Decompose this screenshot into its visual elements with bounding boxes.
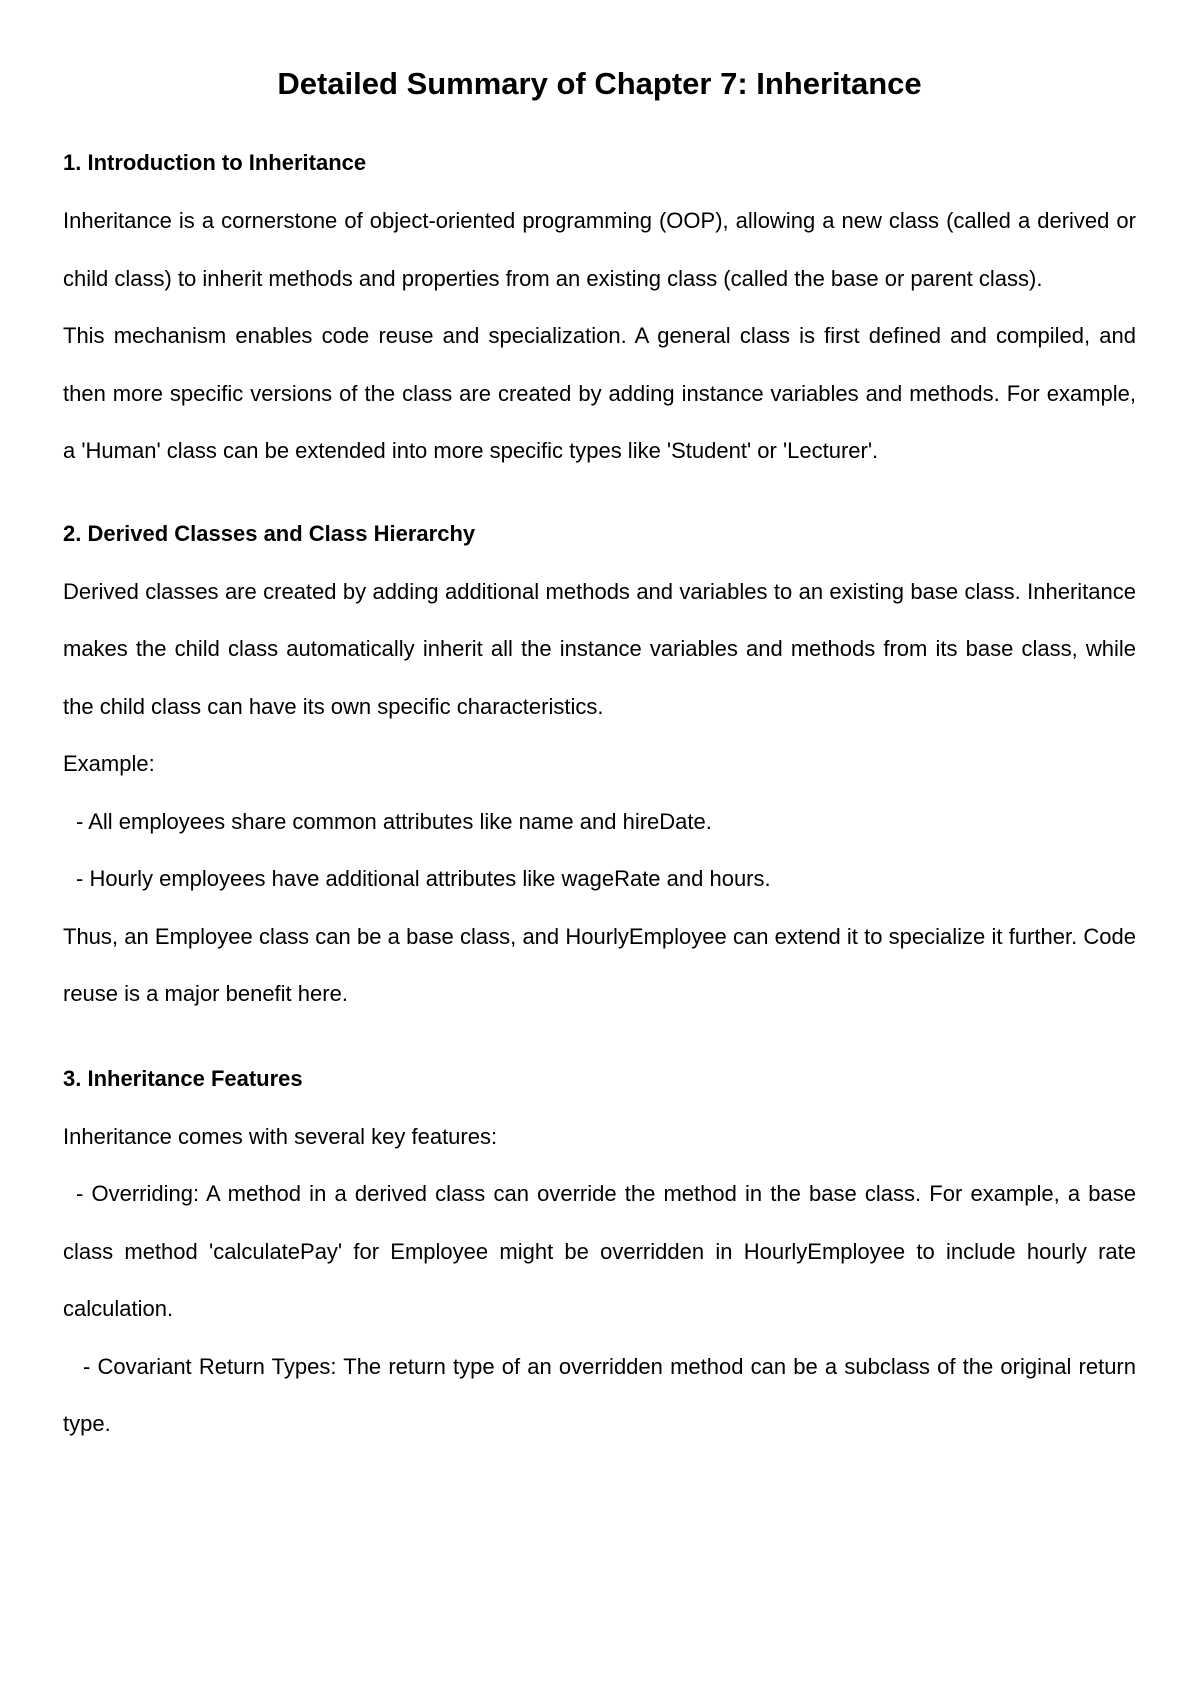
- document-title: Detailed Summary of Chapter 7: Inheritance: [277, 66, 922, 101]
- paragraph: Thus, an Employee class can be a base class, and HourlyEmployee can extend it to specialize it further. Code reuse is a major benefit here.: [63, 923, 1136, 1006]
- section-inheritance-features: [63, 1060, 1136, 1453]
- section-introduction: [63, 144, 1136, 480]
- section-heading: 1. Introduction to Inheritance: [63, 150, 367, 175]
- bullet-item: - Hourly employees have additional attributes like wageRate and hours.: [76, 866, 771, 891]
- paragraph: Inheritance comes with several key features:: [63, 1123, 498, 1149]
- paragraph: Inheritance is a cornerstone of object-oriented programming (OOP), allowing a new class (called a derived or child class) to inherit methods and properties from an existing class (called the base or parent class).: [63, 208, 1136, 291]
- bullet-item: - Overriding: A method in a derived class can override the method in the base class. For example, a base class method 'calculatePay' for Employee might be overridden in HourlyEmployee to include hourly rate calculation.: [63, 1181, 1136, 1321]
- section-heading: 3. Inheritance Features: [63, 1065, 303, 1091]
- section-derived-classes: [63, 515, 1136, 1023]
- paragraph: Example:: [63, 751, 155, 776]
- paragraph: Derived classes are created by adding additional methods and variables to an existing base class. Inheritance makes the child class automatically inherit all the instance variables and methods from its base class, while the child class can have its own specific characteristics.: [63, 578, 1136, 719]
- bullet-item: - Covariant Return Types: The return type of an overridden method can be a subclass of the original return type.: [63, 1353, 1136, 1436]
- paragraph: This mechanism enables code reuse and specialization. A general class is first defined and compiled, and then more specific versions of the class are created by adding instance variables and methods. For example, a 'Human' class can be extended into more specific types like 'Student' or 'Lecturer'.: [63, 323, 1136, 463]
- section-heading: 2. Derived Classes and Class Hierarchy: [63, 520, 476, 546]
- bullet-item: - All employees share common attributes like name and hireDate.: [76, 808, 712, 834]
